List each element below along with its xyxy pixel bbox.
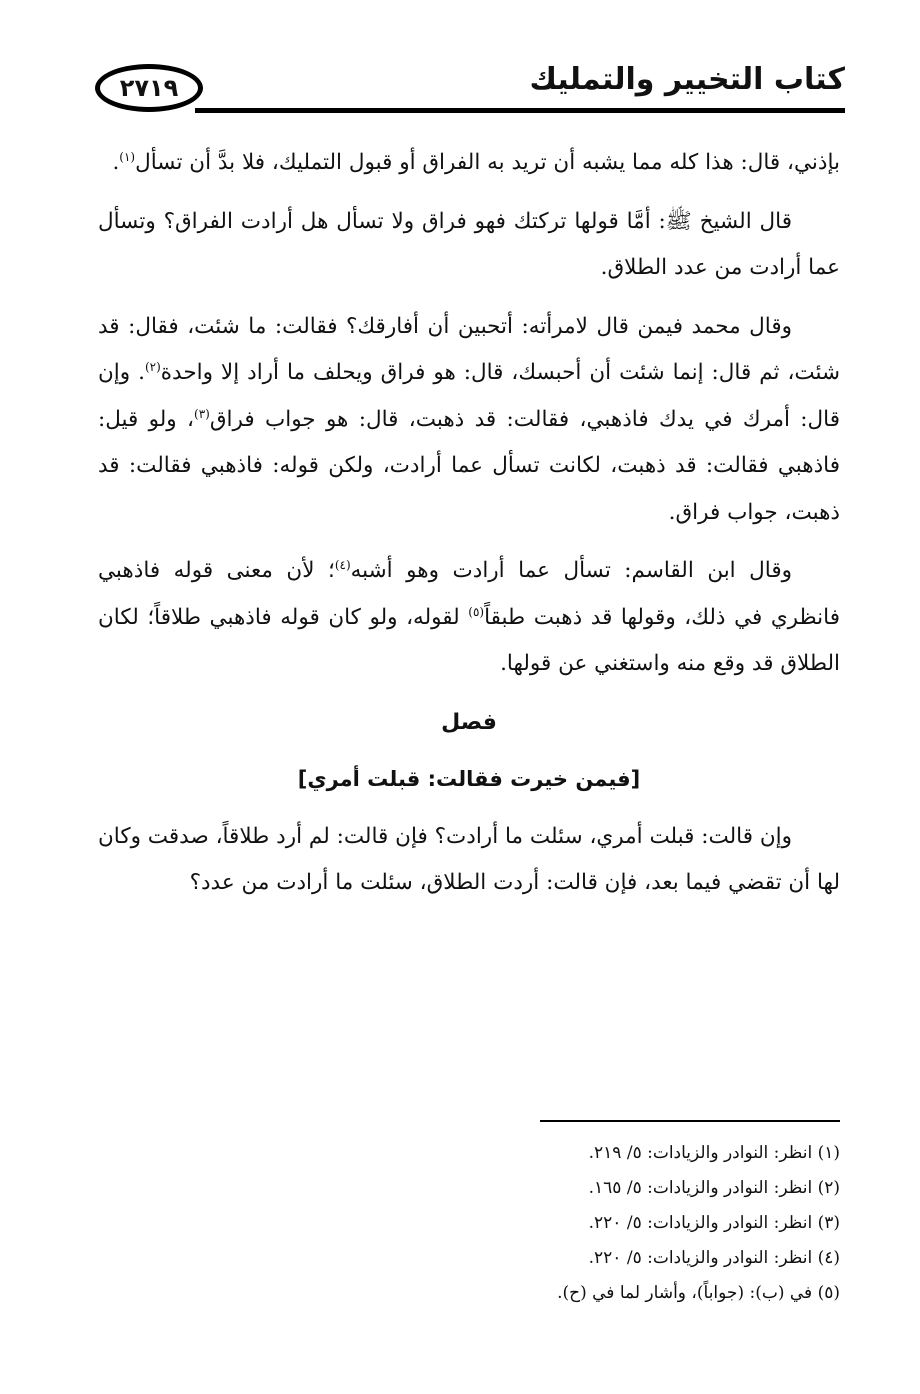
page-header bbox=[95, 58, 845, 136]
section-heading: فصل bbox=[441, 709, 497, 735]
footnote-ref-5: (٥) bbox=[468, 604, 485, 619]
paragraph-5: وإن قالت: قبلت أمري، سئلت ما أرادت؟ فإن قالت: لم أرد طلاقاً، صدقت وكان لها أن تقضي فيما بعد، فإن قالت: أردت الطلاق، سئلت ما أرادت من عدد؟ bbox=[98, 823, 840, 895]
page-number-badge bbox=[95, 64, 203, 112]
footnote-ref-2: (٢) bbox=[144, 359, 161, 374]
main-text bbox=[98, 140, 840, 919]
footnote-ref-3: (٣) bbox=[194, 406, 210, 421]
footnote-ref-4: (٤) bbox=[334, 557, 351, 572]
paragraph-3: وقال محمد فيمن قال لامرأته: أتحبين أن أفارقك؟ فقالت: ما شئت، فقال: قد شئت، ثم قال: إنما شئت أن أحبسك، قال: هو فراق ويحلف ما أراد إلا واحدة$^{(٢)}$. وإن قال: أمرك في يدك فاذهبي، فقالت: قد ذهبت، قال: هو جواب فراق$^{(٣)}$، ولو قيل: فاذهبي فقالت: قد ذهبت، لكانت تسأل عما أرادت، ولكن قوله: فاذهبي فقالت: قد ذهبت، جواب فراق. bbox=[98, 313, 840, 525]
footnote-3: (٣) انظر: النوادر والزيادات: ٥/ ٢٢٠. bbox=[588, 1213, 840, 1233]
paragraph-1: بإذني، قال: هذا كله مما يشبه أن تريد به الفراق أو قبول التمليك، فلا بدَّ أن تسأل$^{(١)}$. bbox=[112, 149, 840, 175]
footnote-4: (٤) انظر: النوادر والزيادات: ٥/ ٢٢٠. bbox=[588, 1248, 840, 1268]
footnote-5: (٥) في (ب): (جواباً)، وأشار لما في (ح). bbox=[557, 1283, 840, 1303]
footnote-ref-1: (١) bbox=[119, 149, 136, 164]
footnote-1: (١) انظر: النوادر والزيادات: ٥/ ٢١٩. bbox=[588, 1143, 840, 1163]
footnotes bbox=[300, 1136, 840, 1311]
footnote-separator bbox=[540, 1120, 840, 1122]
section-subheading: [فيمن خيرت فقالت: قبلت أمري] bbox=[297, 766, 641, 791]
paragraph-2: قال الشيخ ﷺ: أمَّا قولها تركتك فهو فراق ولا تسأل هل أرادت الفراق؟ وتسأل عما أرادت من عدد الطلاق. bbox=[98, 208, 840, 280]
page-number: ٢٧١٩ bbox=[119, 74, 179, 102]
paragraph-4: وقال ابن القاسم: تسأل عما أرادت وهو أشبه$^{(٤)}$؛ لأن معنى قوله فاذهبي فانظري في ذلك، وقولها قد ذهبت طبقاً$^{(٥)}$ لقوله، ولو كان قوله فاذهبي طلاقاً؛ لكان الطلاق قد وقع منه واستغني عن قولها. bbox=[98, 557, 840, 676]
header-rule bbox=[195, 108, 845, 113]
running-title: كتاب التخيير والتمليك bbox=[529, 62, 845, 97]
footnote-2: (٢) انظر: النوادر والزيادات: ٥/ ١٦٥. bbox=[588, 1178, 840, 1198]
